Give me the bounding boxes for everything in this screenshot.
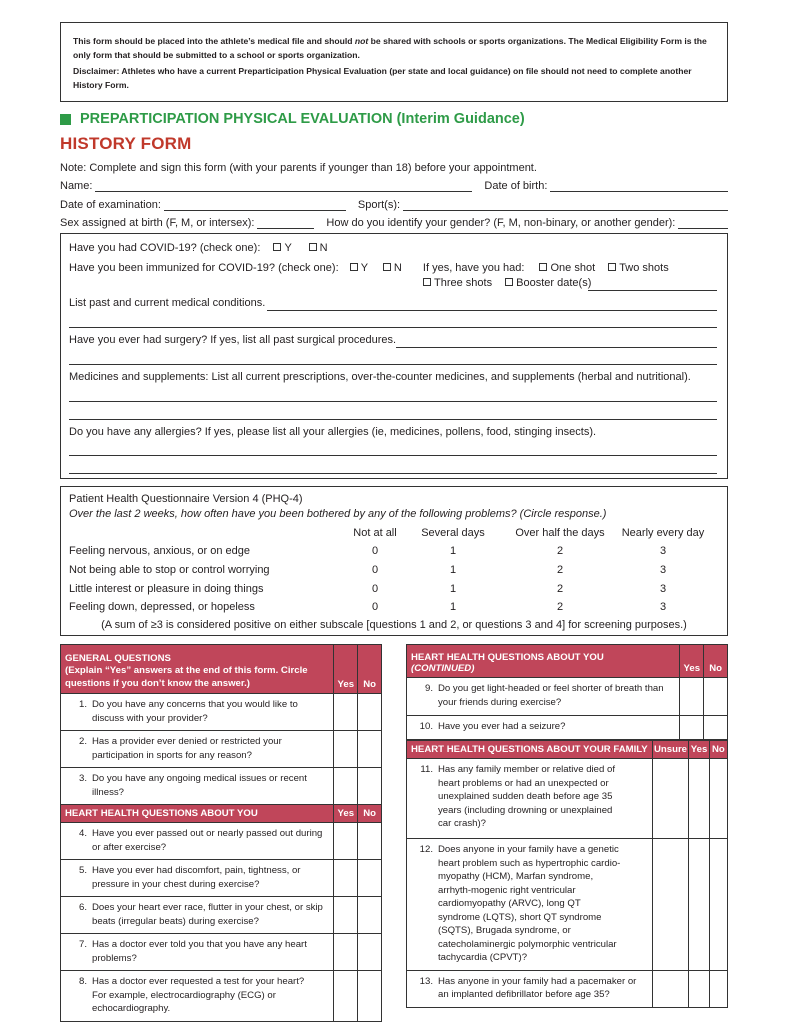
no-cell[interactable]	[709, 759, 727, 839]
exam-date-label: Date of examination:	[60, 199, 161, 211]
left-questions-table	[60, 644, 382, 1022]
covid-imm-yes-checkbox[interactable]	[350, 263, 358, 271]
no-cell[interactable]	[358, 823, 382, 860]
right-upper-table	[406, 644, 728, 740]
question-row: 6. Does your heart ever race, flutter in your chest, or skip beats (irregular beats) during exercise?	[61, 897, 382, 934]
heart-header-row	[61, 805, 382, 823]
question-text: Have you ever passed out or nearly passed out during or after exercise?	[92, 828, 323, 853]
phq-row-label: Not being able to stop or control worrying	[69, 564, 270, 576]
heart-cont-header-row	[407, 645, 728, 678]
family-header: HEART HEALTH QUESTIONS ABOUT YOUR FAMILY	[407, 741, 653, 759]
yes-cell[interactable]	[680, 716, 704, 740]
question-text: Have you ever had a seizure?	[438, 721, 566, 732]
yes-column-header: Yes	[334, 805, 358, 823]
allergies-line-2[interactable]	[69, 473, 717, 474]
phq-score[interactable]: 2	[556, 564, 564, 576]
fields-row-1	[60, 178, 728, 192]
heart-cont-title: HEART HEALTH QUESTIONS ABOUT YOU	[411, 652, 604, 663]
yes-cell[interactable]	[689, 970, 709, 1007]
phq-score[interactable]: 2	[556, 601, 564, 613]
phq-score[interactable]: 2	[556, 583, 564, 595]
allergies-line-1[interactable]	[69, 455, 717, 456]
allergies-label: Do you have any allergies? If yes, please list all your allergies (ie, medicines, pollens, food, stinging insects).	[69, 426, 597, 438]
phq-score[interactable]: 1	[449, 601, 457, 613]
yes-column-header: Yes	[334, 645, 358, 694]
dob-label: Date of birth:	[484, 180, 548, 192]
question-text: Has a doctor ever requested a test for your heart? For example, electrocardiography (ECG) or echocardiography.	[92, 976, 305, 1014]
conditions-line-2[interactable]	[69, 327, 717, 328]
no-cell[interactable]	[704, 716, 728, 740]
name-field[interactable]	[95, 180, 472, 192]
family-questions-table	[406, 740, 728, 1008]
disclaimer-paragraph-1: This form should be placed into the athlete’s medical file and should not be shared with schools or sports organizations. The Medical Eligibility Form is the only form that should be submitted to a school or sports organization.	[73, 36, 707, 60]
yes-cell[interactable]	[334, 897, 358, 934]
no-column-header: No	[358, 805, 382, 823]
family-header-row	[407, 741, 728, 759]
disclaimer-box	[60, 22, 728, 102]
question-row: 13. Has anyone in your family had a pacemaker or an implanted defibrillator before age 35?	[407, 970, 728, 1007]
covid-shots-row-2: Three shots Booster date(s)	[417, 277, 591, 289]
sports-field[interactable]	[403, 199, 728, 211]
covid-if-yes-label: If yes, have you had:	[422, 262, 525, 274]
covid-had-yes-checkbox[interactable]	[273, 243, 281, 251]
question-row: 5. Have you ever had discomfort, pain, tightness, or pressure in your chest during exercise?	[61, 860, 382, 897]
conditions-line-1[interactable]	[267, 310, 717, 311]
phq-col-header: Nearly every day	[621, 527, 705, 539]
heart-cont-header	[407, 645, 680, 678]
question-row: 2. Has a provider ever denied or restricted your participation in sports for any reason?	[61, 731, 382, 768]
no-cell[interactable]	[358, 934, 382, 971]
question-row: 7. Has a doctor ever told you that you have any heart problems?	[61, 934, 382, 971]
name-label: Name:	[60, 180, 93, 192]
phq-score[interactable]: 0	[371, 601, 379, 613]
fields-row-3	[60, 215, 728, 229]
phq-col-header: Not at all	[353, 527, 397, 539]
yes-cell[interactable]	[334, 768, 358, 805]
general-header	[61, 645, 334, 694]
phq-score[interactable]: 3	[659, 545, 667, 557]
medical-history-box	[60, 233, 728, 479]
sports-label: Sport(s):	[357, 199, 401, 211]
question-text: Does anyone in your family have a genetic heart problem such as hypertrophic cardio-myopathy (HCM), Marfan syndrome, arrhyth-mogenic right ventricular cardiomyopathy (ARVC), long QT syndrome (LQTS), short QT syndrome (SQTS), Brugada syndrome, or catecholaminergic polymorphic ventricular tachycardia (CPVT)?	[438, 844, 621, 963]
heart-cont-continued: (CONTINUED)	[411, 663, 475, 674]
sex-label: Sex assigned at birth (F, M, or intersex):	[60, 217, 255, 229]
form-title: PREPARTICIPATION PHYSICAL EVALUATION (Interim Guidance)	[80, 111, 525, 127]
phq-score[interactable]: 0	[371, 564, 379, 576]
phq-score[interactable]: 1	[449, 545, 457, 557]
question-text: Has a doctor ever told you that you have any heart problems?	[92, 939, 307, 964]
covid-had-no-checkbox[interactable]	[309, 243, 317, 251]
covid-immunized-row: Have you been immunized for COVID-19? (check one): Y N If yes, have you had: One shot Two shots	[69, 262, 669, 274]
no-cell[interactable]	[709, 970, 727, 1007]
yes-cell[interactable]	[689, 759, 709, 839]
phq-col-header: Several days	[421, 527, 485, 539]
no-cell[interactable]	[358, 860, 382, 897]
question-text: Has a provider ever denied or restricted your participation in sports for any reason?	[92, 736, 282, 761]
phq-score[interactable]: 3	[659, 601, 667, 613]
form-subtitle: HISTORY FORM	[60, 134, 192, 153]
covid-had-row: Have you had COVID-19? (check one): Y N	[69, 242, 328, 254]
no-cell[interactable]	[358, 731, 382, 768]
general-instruction: (Explain “Yes” answers at the end of this form. Circle questions if you don’t know the answer.)	[65, 665, 308, 689]
phq-score[interactable]: 0	[371, 583, 379, 595]
no-cell[interactable]	[358, 971, 382, 1022]
question-row: 1. Do you have any concerns that you would like to discuss with your provider?	[61, 694, 382, 731]
question-row: 3. Do you have any ongoing medical issues or recent illness?	[61, 768, 382, 805]
covid-imm-no-checkbox[interactable]	[383, 263, 391, 271]
covid-immunized-question: Have you been immunized for COVID-19? (check one):	[69, 262, 339, 274]
question-text: Do you have any concerns that you would like to discuss with your provider?	[92, 699, 298, 724]
gender-label: How do you identify your gender? (F, M, non-binary, or another gender):	[326, 217, 676, 229]
covid-had-question: Have you had COVID-19? (check one):	[69, 242, 261, 254]
question-row: 10. Have you ever had a seizure?	[407, 716, 728, 740]
fields-row-2	[60, 197, 728, 211]
two-shots-checkbox[interactable]	[608, 263, 616, 271]
exam-date-field[interactable]	[164, 199, 346, 211]
phq-row-label: Feeling down, depressed, or hopeless	[69, 601, 255, 613]
phq-footnote: (A sum of ≥3 is considered positive on either subscale [questions 1 and 2, or questions 3 and 4] for screening purposes.)	[101, 619, 687, 631]
no-cell[interactable]	[704, 678, 728, 716]
no-column-header: No	[704, 645, 728, 678]
sex-field[interactable]	[257, 217, 314, 229]
booster-date-field[interactable]	[588, 290, 717, 291]
note-text: Note: Complete and sign this form (with your parents if younger than 18) before your appointment.	[60, 162, 537, 174]
yes-cell[interactable]	[334, 971, 358, 1022]
medicines-line-1[interactable]	[69, 401, 717, 402]
phq-score[interactable]: 1	[449, 583, 457, 595]
phq-score[interactable]: 1	[449, 564, 457, 576]
phq-score[interactable]: 3	[659, 583, 667, 595]
question-text: Do you have any ongoing medical issues or recent illness?	[92, 773, 307, 798]
conditions-label: List past and current medical conditions.	[69, 297, 266, 309]
unsure-cell[interactable]	[652, 759, 689, 839]
general-title: GENERAL QUESTIONS	[65, 653, 171, 664]
phq-row-label: Feeling nervous, anxious, or on edge	[69, 545, 251, 557]
question-text: Have you ever had discomfort, pain, tightness, or pressure in your chest during exercise?	[92, 865, 301, 890]
yes-column-header: Yes	[689, 741, 709, 759]
yes-cell[interactable]	[334, 731, 358, 768]
question-row: 8. Has a doctor ever requested a test for your heart? For example, electrocardiography (ECG) or echocardiography.	[61, 971, 382, 1022]
unsure-cell[interactable]	[652, 970, 689, 1007]
medicines-label: Medicines and supplements: List all current prescriptions, over-the-counter medicines, and supplements (herbal and nutritional).	[69, 371, 691, 383]
unsure-cell[interactable]	[652, 839, 689, 971]
no-cell[interactable]	[358, 897, 382, 934]
phq-score[interactable]: 2	[556, 545, 564, 557]
phq-score[interactable]: 0	[371, 545, 379, 557]
no-cell[interactable]	[709, 839, 727, 971]
no-column-header: No	[709, 741, 727, 759]
no-column-header: No	[358, 645, 382, 694]
question-row: 11. Has any family member or relative died of heart problems or had an unexpected or unexplained sudden death before age 35 years (including drowning or unexplained car crash)?	[407, 759, 728, 839]
phq-row-label: Little interest or pleasure in doing things	[69, 583, 264, 595]
yes-cell[interactable]	[334, 934, 358, 971]
surgery-line-1[interactable]	[396, 347, 717, 348]
question-text: Does your heart ever race, flutter in your chest, or skip beats (irregular beats) during exercise?	[92, 902, 323, 927]
booster-checkbox[interactable]	[505, 278, 513, 286]
phq-instruction: Over the last 2 weeks, how often have you been bothered by any of the following problems? (Circle response.)	[69, 508, 607, 520]
question-text: Has any family member or relative died of heart problems or had an unexpected or unexplained sudden death before age 35 years (including drowning or unexplained car crash)?	[438, 764, 616, 829]
form-title-row	[60, 111, 525, 127]
question-row: 4. Have you ever passed out or nearly passed out during or after exercise?	[61, 823, 382, 860]
no-cell[interactable]	[358, 694, 382, 731]
yes-cell[interactable]	[334, 694, 358, 731]
gender-field[interactable]	[678, 217, 728, 229]
one-shot-checkbox[interactable]	[539, 263, 547, 271]
yes-cell[interactable]	[680, 678, 704, 716]
yes-cell[interactable]	[689, 839, 709, 971]
phq-title: Patient Health Questionnaire Version 4 (PHQ-4)	[69, 493, 303, 505]
disclaimer-paragraph-2: Disclaimer: Athletes who have a current Preparticipation Physical Evaluation (per state and local guidance) on file should not need to complete another History Form.	[73, 66, 692, 90]
green-square-icon	[60, 114, 71, 125]
question-row: 9. Do you get light-headed or feel shorter of breath than your friends during exercise?	[407, 678, 728, 716]
general-header-row	[61, 645, 382, 694]
note-line	[60, 160, 728, 174]
unsure-column-header: Unsure	[652, 741, 689, 759]
question-text: Do you get light-headed or feel shorter of breath than your friends during exercise?	[438, 683, 664, 708]
phq4-box	[60, 486, 728, 636]
question-text: Has anyone in your family had a pacemaker or an implanted defibrillator before age 35?	[438, 975, 637, 1000]
three-shots-checkbox[interactable]	[423, 278, 431, 286]
surgery-label: Have you ever had surgery? If yes, list all past surgical procedures.	[69, 334, 397, 346]
question-row: 12. Does anyone in your family have a genetic heart problem such as hypertrophic cardio-myopathy (HCM), Marfan syndrome, arrhyth-mogenic right ventricular cardiomyopathy (ARVC), long QT syndrome (LQTS), short QT syndrome (SQTS), Brugada syndrome, or catecholaminergic polymorphic ventricular tachycardia (CPVT)?	[407, 839, 728, 971]
dob-field[interactable]	[550, 180, 728, 192]
no-cell[interactable]	[358, 768, 382, 805]
phq-score[interactable]: 3	[659, 564, 667, 576]
surgery-line-2[interactable]	[69, 364, 717, 365]
yes-cell[interactable]	[334, 823, 358, 860]
phq-col-header: Over half the days	[515, 527, 605, 539]
yes-column-header: Yes	[680, 645, 704, 678]
heart-header: HEART HEALTH QUESTIONS ABOUT YOU	[61, 805, 334, 823]
yes-cell[interactable]	[334, 860, 358, 897]
medicines-line-2[interactable]	[69, 419, 717, 420]
